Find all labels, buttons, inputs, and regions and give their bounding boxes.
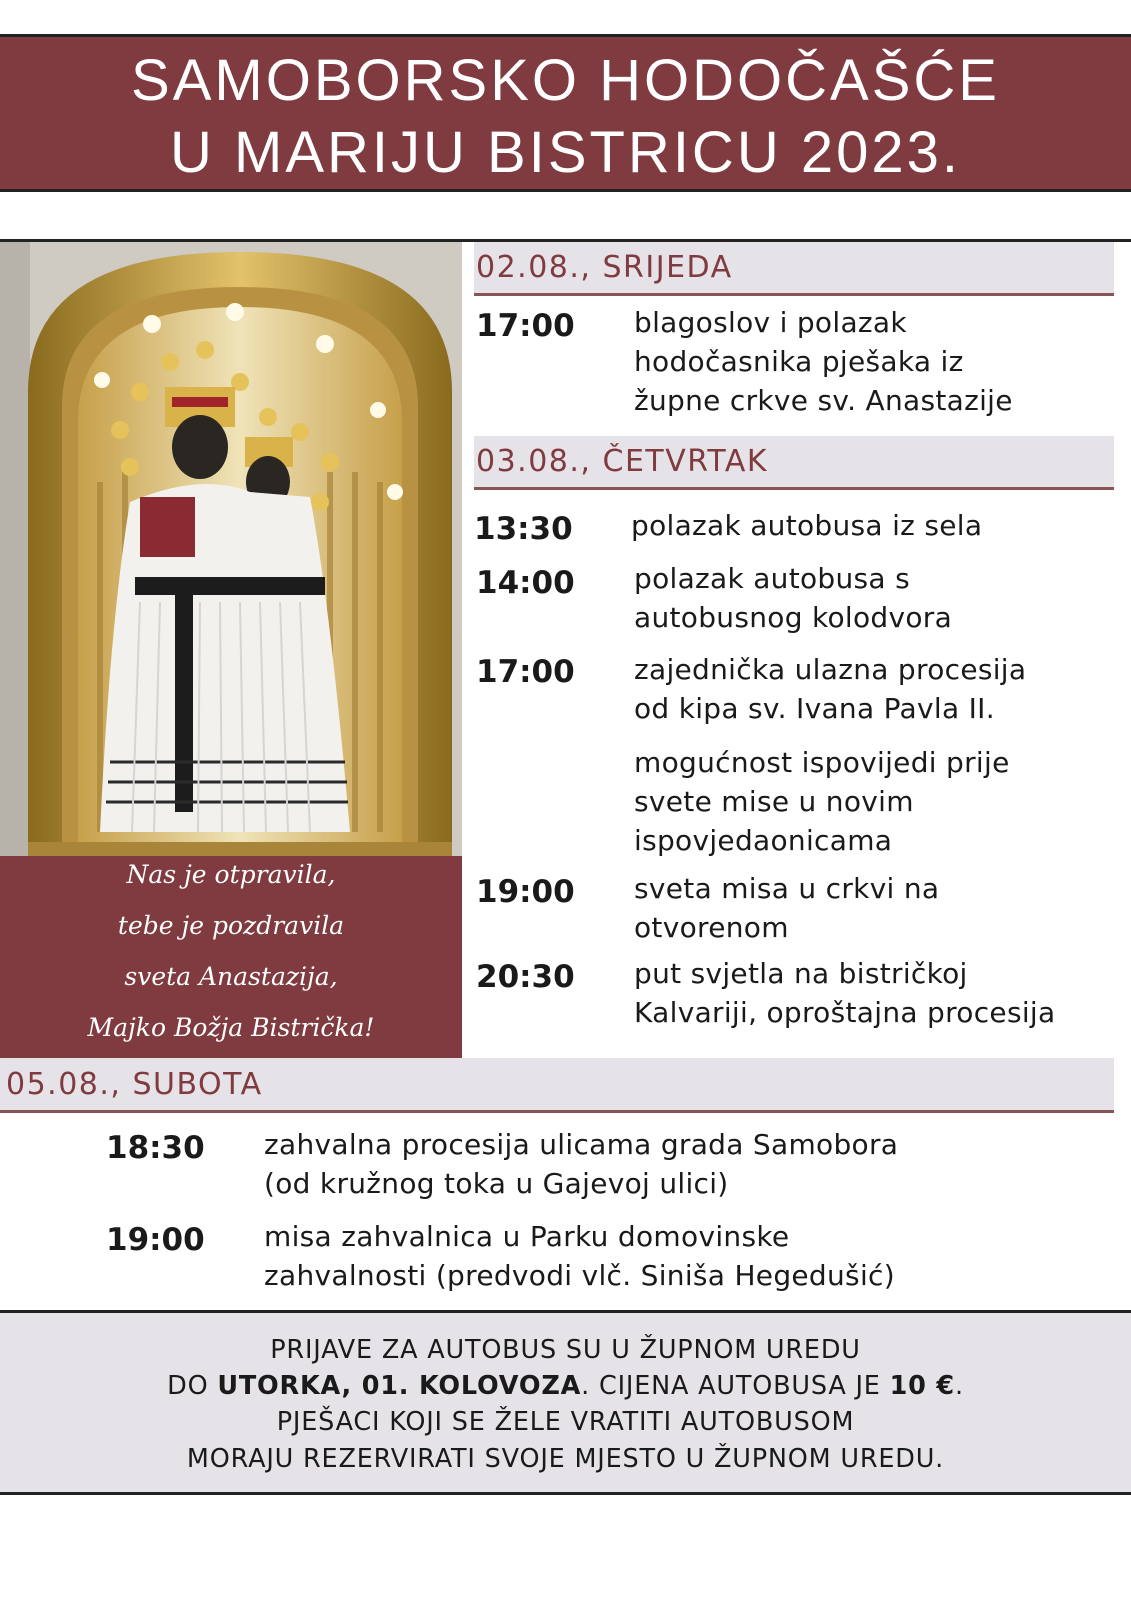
desc-line: Kalvariji, oproštajna procesija	[634, 996, 1056, 1029]
desc-line: hodočasnika pješaka iz	[634, 345, 964, 378]
event-description	[634, 650, 1026, 728]
notice-line	[0, 1371, 1131, 1401]
quote-line: Nas je otpravila,	[126, 860, 336, 889]
desc-line: od kipa sv. Ivana Pavla II.	[634, 692, 995, 725]
quote-panel	[0, 856, 462, 1058]
event-time: 14:00	[476, 565, 575, 601]
event-time: 18:30	[106, 1130, 205, 1166]
notice-line: MORAJU REZERVIRATI SVOJE MJESTO U ŽUPNOM UREDU.	[186, 1444, 945, 1474]
event-time: 20:30	[476, 959, 575, 995]
deadline-date: UTORKA, 01. KOLOVOZA	[217, 1371, 582, 1401]
event-description	[634, 743, 1010, 860]
day-header-cetvrtak	[474, 436, 1114, 490]
notice-line: PRIJAVE ZA AUTOBUS SU U ŽUPNOM UREDU	[270, 1335, 861, 1365]
statue-illustration	[0, 242, 462, 856]
day-label: 05.08., SUBOTA	[6, 1067, 263, 1102]
day-header-srijeda	[474, 242, 1114, 296]
event-description	[634, 559, 952, 637]
day-header-subota	[0, 1058, 1114, 1113]
desc-line: sveta misa u crkvi na	[634, 872, 940, 905]
day-label: 02.08., SRIJEDA	[476, 250, 733, 285]
bus-price: 10 €	[889, 1371, 955, 1401]
desc-line: blagoslov i polazak	[634, 306, 907, 339]
day-label: 03.08., ČETVRTAK	[476, 444, 769, 479]
event-description	[634, 303, 1013, 420]
event-description	[631, 506, 982, 545]
event-time: 19:00	[476, 874, 575, 910]
desc-line: autobusnog kolodvora	[634, 601, 953, 634]
event-time: 17:00	[476, 654, 575, 690]
desc-line: zahvalna procesija ulicama grada Samobora	[264, 1128, 899, 1161]
desc-line: misa zahvalnica u Parku domovinske	[264, 1220, 790, 1253]
desc-line: polazak autobusa iz sela	[631, 509, 983, 542]
desc-line: put svjetla na bistričkoj	[634, 957, 968, 990]
quote-line: sveta Anastazija,	[124, 962, 338, 991]
event-time: 17:00	[476, 308, 575, 344]
notice-text: DO	[167, 1371, 218, 1401]
desc-line: ispovjedaonicama	[634, 824, 893, 857]
desc-line: zajednička ulazna procesija	[634, 653, 1027, 686]
desc-line: polazak autobusa s	[634, 562, 910, 595]
desc-line: zahvalnosti (predvodi vlč. Siniša Hegedušić)	[264, 1259, 895, 1292]
notice-text: . CIJENA AUTOBUSA JE	[581, 1371, 890, 1401]
quote-line: Majko Božja Bistrička!	[87, 1013, 375, 1042]
event-description	[264, 1125, 898, 1203]
header-banner	[0, 34, 1131, 192]
event-time: 19:00	[106, 1222, 205, 1258]
desc-line: svete mise u novim	[634, 785, 914, 818]
event-time: 13:30	[474, 511, 573, 547]
madonna-statue-image	[0, 242, 462, 856]
event-description	[634, 954, 1055, 1032]
title-line-1: SAMOBORSKO HODOČAŠĆE	[131, 48, 1000, 113]
desc-line: otvorenom	[634, 911, 789, 944]
quote-line: tebe je pozdravila	[117, 911, 345, 940]
registration-notice	[0, 1313, 1131, 1495]
desc-line: mogućnost ispovijedi prije	[634, 746, 1010, 779]
notice-text: .	[954, 1371, 964, 1401]
desc-line: (od kružnog toka u Gajevoj ulici)	[264, 1167, 729, 1200]
event-description	[264, 1217, 895, 1295]
notice-line: PJEŠACI KOJI SE ŽELE VRATITI AUTOBUSOM	[276, 1407, 855, 1437]
event-description	[634, 869, 939, 947]
desc-line: župne crkve sv. Anastazije	[634, 384, 1013, 417]
title-line-2: U MARIJU BISTRICU 2023.	[170, 120, 961, 185]
